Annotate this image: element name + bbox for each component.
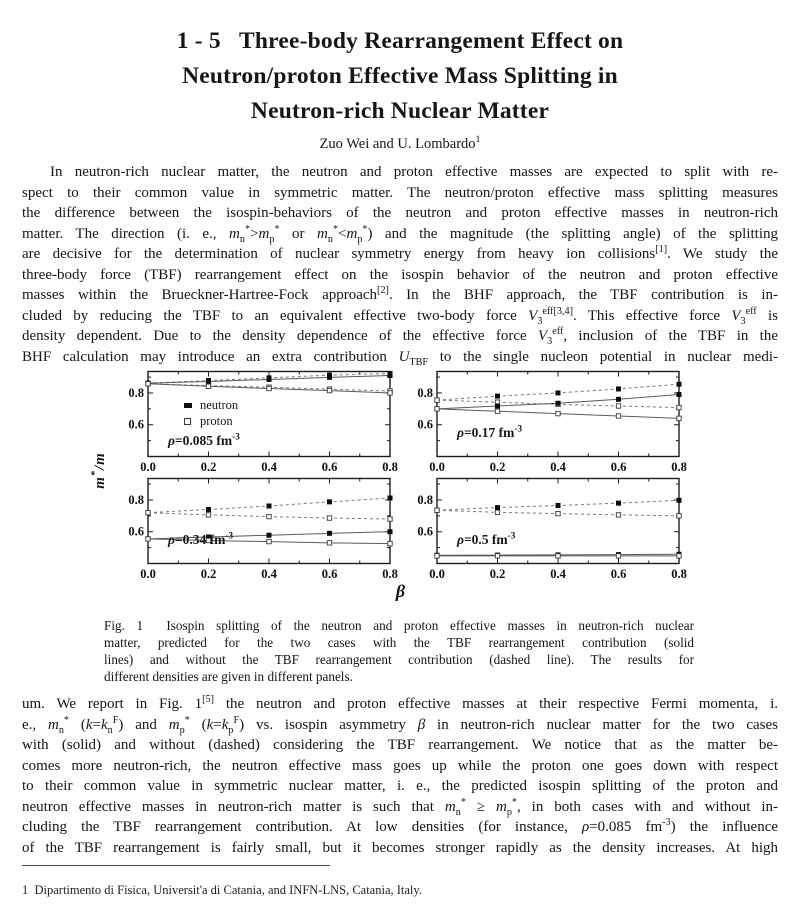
svg-text:0.4: 0.4 (261, 460, 277, 473)
marker-neutron-solid (495, 403, 500, 408)
paragraph-1 (22, 162, 778, 367)
body-text-line: of the TBF rearrangement is fairly small, but it becomes stronger rapidly as the density increases. At high (22, 839, 778, 856)
marker-proton-solid (616, 554, 620, 558)
panel-plot (403, 370, 687, 473)
caption-line: different densities are given in different panels. (104, 669, 353, 684)
marker-neutron-solid (677, 392, 682, 397)
svg-text:0.4: 0.4 (261, 567, 277, 580)
authors-line: Zuo Wei and U. Lombardo$^1$ (319, 134, 481, 152)
marker-neutron-solid (206, 379, 211, 384)
panel-density-034 (114, 477, 398, 580)
body-text-line: masses within the Brueckner-Hartree-Fock approach[2]. In the BHF approach, the TBF contribution is in- (22, 285, 778, 303)
body-text-line: are decisive for the determination of nuclear symmetry energy from heavy ion collisions[1]. We study the (22, 244, 778, 262)
marker-neutron-dashed (327, 499, 332, 504)
body-text-line: with (solid) and without (dashed) considering the TBF rearrangement. We notice that as the matter be- (22, 737, 778, 753)
marker-neutron-dashed (556, 390, 561, 395)
marker-proton-solid (327, 541, 331, 545)
figure-1 (89, 370, 687, 602)
svg-text:0.8: 0.8 (382, 460, 398, 473)
title-line: Neutron-rich Nuclear Matter (250, 98, 550, 124)
density-label: ρ=0.5 $fm^{-3}$ (457, 530, 516, 547)
marker-neutron-solid (616, 397, 621, 402)
marker-proton-dashed (146, 510, 150, 514)
marker-proton-dashed (616, 404, 620, 408)
svg-text:0.6: 0.6 (417, 524, 433, 539)
legend (184, 397, 238, 429)
body-text-line: um. We report in Fig. 1[5] the neutron and proton effective masses at their respective Fermi momenta, i. (22, 694, 778, 712)
marker-proton-dashed (435, 398, 439, 402)
marker-proton-dashed (435, 508, 439, 512)
marker-proton-dashed (267, 514, 271, 518)
marker-neutron-dashed (206, 507, 211, 512)
marker-neutron-dashed (495, 505, 500, 510)
svg-text:0.2: 0.2 (489, 460, 506, 473)
marker-neutron-dashed (388, 496, 393, 501)
neutron-marker-icon (184, 403, 192, 408)
x-axis-label: β (395, 581, 406, 601)
marker-neutron-solid (327, 375, 332, 380)
body-text-line: In neutron-rich nuclear matter, the neutron and proton effective masses are expected to split with re- (50, 164, 778, 180)
body-text-line: BHF calculation may introduce an extra contribution $U_{TBF}$ to the single nucleon potential in nuclear medi- (22, 348, 778, 368)
svg-text:0.4: 0.4 (550, 567, 566, 580)
marker-proton-solid (388, 541, 392, 545)
marker-proton-solid (388, 391, 392, 395)
marker-proton-dashed (495, 510, 499, 514)
density-label: ρ=0.085 $fm^{-3}$ (168, 431, 240, 448)
svg-text:0.8: 0.8 (671, 567, 687, 580)
marker-proton-solid (495, 409, 499, 413)
svg-text:0.6: 0.6 (417, 417, 433, 432)
marker-proton-dashed (206, 513, 210, 517)
legend-row-neutron (184, 397, 238, 413)
svg-text:0.8: 0.8 (128, 492, 144, 507)
panel-density-05 (403, 477, 687, 580)
marker-proton-dashed (677, 514, 681, 518)
svg-text:0.0: 0.0 (140, 567, 156, 580)
svg-text:0.2: 0.2 (200, 567, 217, 580)
marker-proton-solid (435, 554, 439, 558)
marker-proton-solid (146, 382, 150, 386)
body-text-line: density dependent. Due to the density dependence of the effective force $V_3^{eff}$, inclusion of the TBF in the (22, 326, 778, 347)
svg-text:0.0: 0.0 (429, 460, 445, 473)
marker-neutron-solid (388, 529, 393, 534)
svg-text:0.6: 0.6 (610, 567, 627, 580)
marker-proton-dashed (388, 517, 392, 521)
legend-neutron-label: neutron (200, 398, 239, 412)
svg-text:0.0: 0.0 (140, 460, 156, 473)
marker-proton-solid (556, 554, 560, 558)
legend-row-proton (184, 413, 238, 429)
svg-text:0.8: 0.8 (382, 567, 398, 580)
svg-text:0.6: 0.6 (321, 567, 338, 580)
marker-neutron-dashed (677, 498, 682, 503)
marker-neutron-solid (267, 377, 272, 382)
footnote-affiliation: 1 Dipartimento di Fisica, Universit'a di Catania, and INFN-LNS, Catania, Italy. (22, 883, 422, 897)
marker-neutron-solid (327, 531, 332, 536)
marker-neutron-dashed (556, 503, 561, 508)
panel-plot (114, 370, 398, 473)
svg-text:0.6: 0.6 (321, 460, 338, 473)
body-text-line: e., $m_n^*$ $(k=k_n^F)$ and $m_p^*$ $(k=k_p^F)$ vs. isospin asymmetry β in neutron-rich nuclear matter for the two cases (22, 714, 779, 736)
marker-neutron-dashed (267, 503, 272, 508)
body-text-line: the difference between the isospin-behaviors of the neutron and proton effective masses in neutron-rich (22, 205, 778, 221)
marker-proton-solid (556, 411, 560, 415)
body-text-line: cluding the TBF rearrangement contribution. At low densities (for instance, ρ=0.085 $fm^{-3}$) the influence (22, 817, 779, 835)
marker-neutron-dashed (495, 394, 500, 399)
svg-text:0.8: 0.8 (128, 385, 144, 400)
marker-neutron-dashed (616, 386, 621, 391)
y-axis-label: m*/m (89, 452, 108, 489)
marker-neutron-dashed (616, 501, 621, 506)
body-text-line: cluded by reducing the TBF to an equivalent effective two-body force $V_3^{eff[3,4]}$. This effective force $V_3^{eff}$ is (22, 305, 779, 327)
marker-proton-dashed (616, 513, 620, 517)
marker-proton-solid (435, 407, 439, 411)
marker-proton-dashed (677, 405, 681, 409)
caption-line: lines) and without the TBF rearrangement contribution (dashed line). The results for (104, 652, 694, 667)
svg-text:0.8: 0.8 (671, 460, 687, 473)
marker-proton-solid (616, 414, 620, 418)
proton-marker-icon (184, 418, 191, 425)
marker-proton-solid (146, 537, 150, 541)
marker-proton-solid (677, 416, 681, 420)
svg-text:0.6: 0.6 (610, 460, 627, 473)
figure-caption (104, 617, 694, 685)
svg-text:0.6: 0.6 (128, 524, 144, 539)
figure-panel-grid (114, 370, 687, 580)
marker-neutron-solid (556, 401, 561, 406)
svg-text:0.4: 0.4 (550, 460, 566, 473)
svg-text:0.2: 0.2 (489, 567, 506, 580)
legend-proton-label: proton (200, 414, 233, 428)
density-label: ρ=0.34 $fm^{-3}$ (168, 530, 234, 547)
marker-neutron-dashed (677, 382, 682, 387)
panel-plot (403, 477, 687, 580)
paragraph-2 (22, 694, 778, 858)
body-text-line: comes more neutron-rich, the neutron effective mass goes up while the proton one goes down with respect (22, 757, 778, 774)
body-text-line: three-body force (TBF) rearrangement effect on the isospin behavior of the neutron and proton effective (22, 266, 778, 283)
svg-text:0.6: 0.6 (128, 417, 144, 432)
svg-text:0.8: 0.8 (417, 385, 433, 400)
title-line: Neutron/proton Effective Mass Splitting in (182, 63, 618, 89)
marker-proton-dashed (327, 516, 331, 520)
marker-proton-solid (267, 386, 271, 390)
body-text-line: neutron effective masses in neutron-rich matter is such that $m_n^* \ge m_p^*$, in both cases with and without in- (22, 796, 779, 818)
body-text-line: spect to their common value in symmetric matter. The neutron/proton effective mass splitting measures (22, 184, 778, 201)
density-label: ρ=0.17 $fm^{-3}$ (457, 423, 523, 440)
panel-density-0085 (114, 370, 398, 473)
marker-proton-solid (327, 388, 331, 392)
paper-title (22, 24, 778, 129)
svg-text:0.8: 0.8 (417, 492, 433, 507)
caption-line: matter, predicted for the two cases with the TBF rearrangement contribution (solid (104, 635, 694, 650)
marker-proton-solid (677, 554, 681, 558)
title-line: 1 - 5 Three-body Rearrangement Effect on (176, 28, 624, 54)
body-text-line: to their common value in symmetric nuclear matter, i. e., the predicted isospin splitting of the proton and (22, 778, 778, 794)
marker-neutron-solid (267, 533, 272, 538)
footnote-divider (22, 865, 330, 866)
marker-proton-solid (267, 539, 271, 543)
marker-proton-solid (206, 384, 210, 388)
marker-proton-dashed (556, 511, 560, 515)
marker-proton-solid (495, 554, 499, 558)
svg-text:0.0: 0.0 (429, 567, 445, 580)
caption-line: Fig. 1 Isospin splitting of the neutron and proton effective masses in neutron-rich nuclear (104, 618, 694, 633)
body-text-line: matter. The direction (i. e., $m_n^*>m_p^*$ or $m_n^*<m_p^*$) and the magnitude (the splitting angle) of the splitting (22, 223, 778, 245)
panel-plot (114, 477, 398, 580)
panel-density-017 (403, 370, 687, 473)
marker-neutron-solid (388, 373, 393, 378)
svg-text:0.2: 0.2 (200, 460, 217, 473)
